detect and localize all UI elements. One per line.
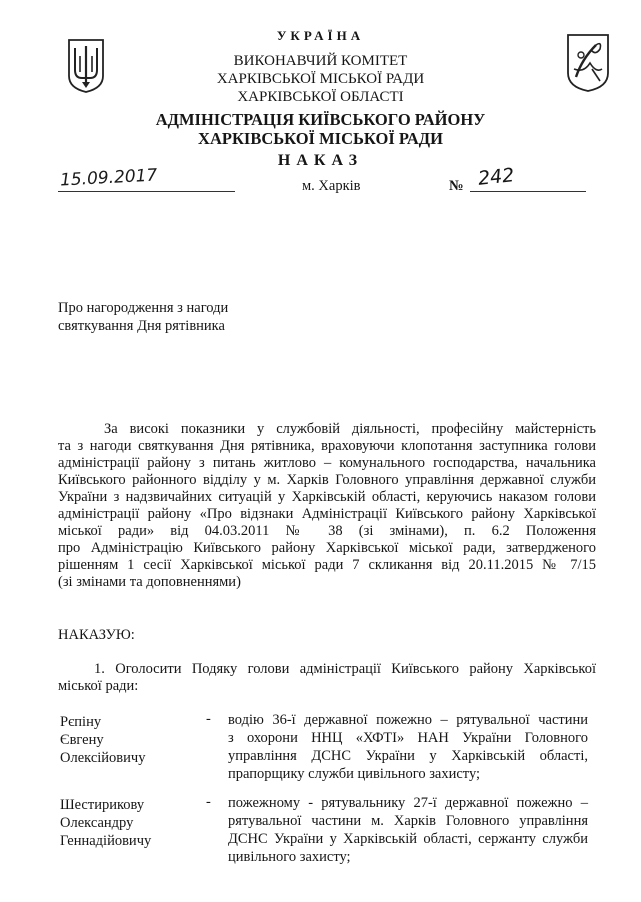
preamble-line-6: адміністрації району «Про відзнаки Адміністрації Київського району Харківської bbox=[58, 506, 596, 522]
item1-line-1: 1. Оголосити Подяку голови адміністрації Київського району Харківської bbox=[94, 661, 596, 677]
awardee-1-desc-line-3: управління ДСНС України у Харківській області, bbox=[228, 748, 588, 764]
city-label: м. Харків bbox=[302, 178, 361, 194]
number-label: № bbox=[449, 178, 464, 194]
awardee-1-desc-line-1: водію 36-ї державної пожежно – рятувальної частини bbox=[228, 712, 588, 728]
awardee-1-patronymic: Олексійовичу bbox=[60, 750, 146, 766]
preamble-line-4: Київського районного відділу у м. Харків Головного управління державної служби bbox=[58, 472, 596, 488]
awardee-2-desc-line-4: цивільного захисту; bbox=[228, 849, 351, 865]
date-underline bbox=[58, 191, 235, 192]
header-city-council: ХАРКІВСЬКОЇ МІСЬКОЇ РАДИ bbox=[216, 71, 425, 87]
number-underline bbox=[470, 191, 586, 192]
header-administration: АДМІНІСТРАЦІЯ КИЇВСЬКОГО РАЙОНУ bbox=[155, 110, 486, 129]
awardee-2-first-name: Олександру bbox=[60, 815, 134, 831]
awardee-2-desc-line-3: ДСНС України у Харківській області, сержанту служби bbox=[228, 831, 588, 847]
preamble-line-9: рішенням 1 сесії Харківської міської ради 7 скликання від 20.11.2015 № 7/15 bbox=[58, 557, 596, 573]
awardee-1-first-name: Євгену bbox=[60, 732, 104, 748]
preamble-line-2: та з нагоди святкування Дня рятівника, враховуючи клопотання заступника голови bbox=[58, 438, 596, 454]
header-country: УКРАЇНА bbox=[276, 28, 365, 43]
awardee-2-surname: Шестирикову bbox=[60, 797, 145, 813]
handwritten-date: 15.09.2017 bbox=[59, 165, 158, 191]
header-region: ХАРКІВСЬКОЇ ОБЛАСТІ bbox=[237, 89, 404, 105]
awardee-2-dash: - bbox=[206, 794, 211, 810]
awardee-1-dash: - bbox=[206, 711, 211, 727]
preamble-line-1: За високі показники у службовій діяльності, професійну майстерність bbox=[104, 421, 596, 437]
item1-line-2: міської ради: bbox=[58, 678, 139, 694]
preamble-line-5: України з надзвичайних ситуацій у Харківській області, керуючись наказом голови bbox=[58, 489, 596, 505]
preamble-line-8: про Адміністрацію Київського району Харківської міської ради, затвердженого bbox=[58, 540, 596, 556]
awardee-1-desc-line-4: прапорщику служби цивільного захисту; bbox=[228, 766, 481, 782]
preamble-line-3: адміністрації району з питань житлово – комунального господарства, начальника bbox=[58, 455, 596, 471]
subject-line-1: Про нагородження з нагоди bbox=[58, 300, 229, 316]
awardee-2-desc-line-1: пожежному - рятувальнику 27-ї державної пожежно – bbox=[228, 795, 588, 811]
awardee-1-surname: Рєпіну bbox=[60, 714, 102, 730]
preamble-line-7: міської ради» від 04.03.2011 № 38 (зі змінами), п. 6.2 Положення bbox=[58, 523, 596, 539]
awardee-2-desc-line-2: рятувальної частини м. Харків Головного управління bbox=[228, 813, 588, 829]
awardee-1-desc-line-2: з охорони ННЦ «ХФТІ» НАН України Головного bbox=[228, 730, 588, 746]
handwritten-number: 242 bbox=[476, 164, 516, 190]
awardee-2-patronymic: Геннадійовичу bbox=[60, 833, 152, 849]
order-word: НАКАЗУЮ: bbox=[58, 627, 135, 643]
header-executive-committee: ВИКОНАВЧИЙ КОМІТЕТ bbox=[233, 53, 408, 69]
preamble-line-10: (зі змінами та доповненнями) bbox=[58, 574, 241, 590]
header-administration-council: ХАРКІВСЬКОЇ МІСЬКОЇ РАДИ bbox=[198, 129, 443, 148]
document-type-title: НАКАЗ bbox=[277, 152, 364, 169]
subject-line-2: святкування Дня рятівника bbox=[58, 318, 225, 334]
